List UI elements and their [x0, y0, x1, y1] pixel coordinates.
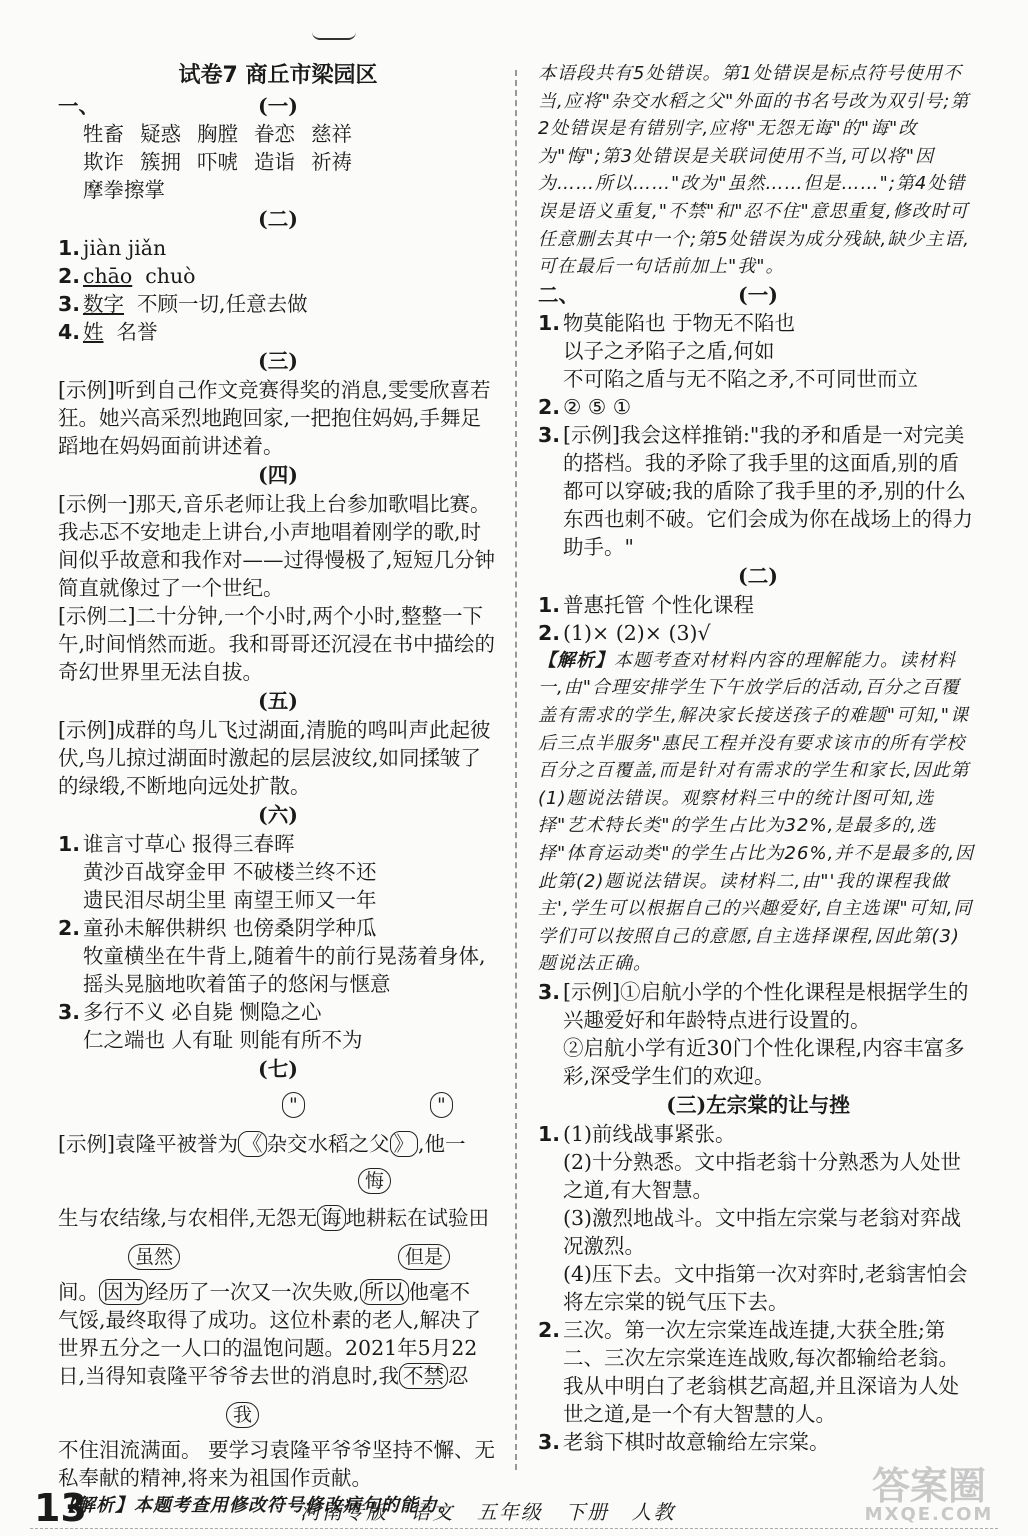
- analysis-note: 【解析】本题考查用修改符号修改病句的能力。: [58, 1495, 457, 1516]
- item-text: 童孙未解供耕织 也傍桑阴学种瓜: [83, 916, 377, 940]
- item-text: [示例]①启航小学的个性化课程是根据学生的兴趣爱好和年龄特点进行设置的。: [563, 979, 969, 1032]
- item-text: 谁言寸草心 报得三春晖: [83, 832, 295, 856]
- edited-sentence-line: 不住泪流满面。 要学习袁隆平爷爷坚持不懈、无: [58, 1438, 496, 1462]
- answer-item: [58, 262, 498, 290]
- word: 吓唬: [197, 150, 238, 174]
- item-text: (1)× (2)× (3)√: [563, 620, 711, 645]
- sentence-text: 他毫不: [408, 1280, 471, 1304]
- answer-item: [58, 318, 498, 346]
- sentence-text: 地耕耘在试验田: [345, 1206, 490, 1230]
- item-number: 2.: [538, 394, 561, 419]
- footer-rule: [30, 1528, 998, 1529]
- sentence-text: ,他一: [418, 1132, 466, 1156]
- item-text: 普惠托管 个性化课程: [563, 592, 755, 617]
- edited-sentence-line: 世界五分之一人口的温饱问题。2021年5月22: [58, 1336, 478, 1360]
- word-row-1: [58, 120, 498, 148]
- edit-bubble: ": [282, 1092, 305, 1118]
- answer-paragraph: [示例]成群的鸟儿飞过湖面,清脆的鸣叫声此起彼伏,鸟儿掠过湖面时激起的层层波纹,如同揉皱了的绿缎,不断地向远处扩散。: [58, 718, 491, 798]
- answer-item: [538, 1120, 978, 1148]
- section-heading: (一): [738, 282, 778, 307]
- sentence-text: 间。: [58, 1280, 99, 1304]
- word: 胸膛: [197, 122, 238, 146]
- item-text: (1)前线战事紧张。: [563, 1121, 736, 1146]
- item-number: 3.: [58, 1000, 81, 1024]
- item-text: 多行不义 必自毙 恻隐之心: [83, 1000, 322, 1024]
- sentence-text: 日,当得知袁隆平爷爷去世的消息时,我: [58, 1364, 400, 1388]
- section-heading: (三)左宗棠的让与挫: [666, 1092, 850, 1117]
- circled-mark: 诲: [317, 1205, 346, 1231]
- edited-sentence-line: [58, 1130, 498, 1158]
- answer-line: 遗民泪尽胡尘里 南望王师又一年: [83, 888, 377, 912]
- item-number: 2.: [58, 264, 81, 288]
- answer-line: 不可陷之盾与无不陷之矛,不可同世而立: [563, 366, 919, 391]
- answer-paragraph: [示例一]那天,音乐老师让我上台参加歌唱比赛。我忐忑不安地走上讲台,小声地唱着刚学的歌,时间似乎故意和我作对——过得慢极了,短短几分钟简直就像过了一个世纪。: [58, 492, 496, 600]
- item-text: 名誉: [116, 320, 158, 344]
- section-heading: (七): [258, 1057, 298, 1081]
- word-row-2: [58, 148, 498, 176]
- edit-bubble: 悔: [358, 1168, 391, 1194]
- answer-item: [58, 234, 498, 262]
- watermark: [854, 1466, 1004, 1530]
- answer-item: [58, 914, 498, 942]
- sentence-text: 生与农结缘,与农相伴,无怨无: [58, 1206, 318, 1230]
- section-heading: (二): [258, 207, 298, 231]
- word: 造诣: [254, 150, 295, 174]
- answer-item: [538, 591, 978, 619]
- edit-mark-row: [58, 1232, 498, 1278]
- part-label: 一、: [58, 94, 99, 118]
- word: 簇拥: [140, 150, 181, 174]
- item-text: chuò: [145, 264, 196, 288]
- edited-sentence-line: 气馁,最终取得了成功。这位朴素的老人,解决了: [58, 1308, 482, 1332]
- item-number: 1.: [58, 832, 81, 856]
- edited-sentence-line: [58, 1204, 498, 1232]
- answer-item: [538, 309, 978, 337]
- answer-line: 牧童横坐在牛背上,随着牛的前行晃荡着身体,摇头晃脑地吹着笛子的悠闲与惬意: [83, 944, 486, 996]
- circled-mark: 》: [390, 1131, 419, 1157]
- answer-item: [58, 830, 498, 858]
- analysis-text: 本题考查对材料内容的理解能力。读材料一,由"合理安排学生下午放学后的活动,百分之百覆盖有需求的学生,解决家长接送孩子的难题"可知,"课后三点半服务"惠民工程并没有要求该市的所有学校百分之百覆盖,而是针对有需求的学生和家长,因此第(1)题说法错误。观察材料三中的统计图可知,选择"艺术特长类"的学生占比为32%,是最多的,选择"体育运动类"的学生占比为26%,并不是最多的,因此第(2)题说法错误。读材料二,由"'我的课程我做主',学生可以根据自己的兴趣爱好,自主选课"可知,同学们可以按照自己的意愿,自主选择课程,因此第(3)题说法正确。: [538, 649, 975, 975]
- watermark-site: MXQE.COM: [864, 1504, 994, 1525]
- answer-item: [538, 393, 978, 421]
- circled-mark: 因为: [99, 1279, 148, 1305]
- circled-mark: 不禁: [399, 1363, 448, 1389]
- item-number: 3.: [58, 292, 81, 316]
- section-heading: (四): [258, 463, 298, 487]
- item-number: 3.: [538, 1429, 561, 1454]
- answer-item: [58, 998, 498, 1026]
- answer-item: [538, 421, 978, 561]
- paper-title: 试卷7 商丘市梁园区: [178, 63, 378, 88]
- underlined-text: 数字: [83, 292, 124, 316]
- item-number: 1.: [538, 592, 561, 617]
- edit-bubble: ": [430, 1092, 453, 1118]
- sentence-text: 经历了一次又一次失败,: [148, 1280, 360, 1304]
- answer-item: [538, 978, 978, 1034]
- analysis-block: [538, 647, 978, 978]
- item-text: 老翁下棋时故意输给左宗棠。: [563, 1429, 830, 1454]
- item-number: 2.: [58, 916, 81, 940]
- item-number: 1.: [58, 236, 81, 260]
- word: 疑惑: [140, 122, 181, 146]
- watermark-text: 答案圈: [871, 1464, 986, 1508]
- item-text: 三次。第一次左宗棠连战连捷,大获全胜;第二、三次左宗棠连连战败,每次都输给老翁。我从中明白了老翁棋艺高超,并且深谙为人处世之道,是一个有大智慧的人。: [563, 1317, 960, 1426]
- answer-line: (2)十分熟悉。文中指老翁十分熟悉为人处世之道,有大智慧。: [563, 1149, 962, 1202]
- sentence-text: 忍: [448, 1364, 469, 1388]
- word: 牲畜: [83, 122, 124, 146]
- footer-text: 河南专版 语文 五年级 下册 人教: [300, 1500, 676, 1524]
- section-heading: (三): [258, 349, 298, 373]
- section-heading: (六): [258, 803, 298, 827]
- underlined-text: 姓: [83, 320, 104, 344]
- item-text: jiàn jiǎn: [83, 236, 167, 260]
- section-heading: (一): [258, 94, 298, 118]
- item-number: 1.: [538, 310, 561, 335]
- edit-bubble: 虽然: [128, 1244, 180, 1270]
- edit-mark-row: [58, 1390, 498, 1436]
- answer-line: (4)压下去。文中指第一次对弈时,老翁害怕会将左宗棠的锐气压下去。: [563, 1261, 968, 1314]
- answer-line: 以子之矛陷子之盾,何如: [563, 338, 775, 363]
- word: 慈祥: [311, 122, 352, 146]
- edit-bubble: 我: [226, 1402, 259, 1428]
- part-label: 二、: [538, 282, 579, 307]
- answer-paragraph: [示例二]二十分钟,一个小时,两个小时,整整一下午,时间悄然而逝。我和哥哥还沉浸在书中描绘的奇幻世界里无法自拔。: [58, 604, 496, 684]
- word: 祈祷: [311, 150, 352, 174]
- item-number: 2.: [538, 620, 561, 645]
- edit-bubble: 但是: [398, 1244, 450, 1270]
- circled-mark: 《: [238, 1131, 267, 1157]
- page-number: 13: [34, 1486, 87, 1530]
- left-column: [58, 60, 498, 1520]
- answer-line: 黄沙百战穿金甲 不破楼兰终不还: [83, 860, 377, 884]
- answer-item: [538, 1316, 978, 1428]
- analysis-text: 本语段共有5处错误。第1处错误是标点符号使用不当,应将"杂交水稻之父"外面的书名号改为双引号;第2处错误是有错别字,应将"无怨无诲"的"诲"改为"悔";第3处错误是关联词使用不当,可以将"因为……所以……"改为"虽然……但是……";第4处错误是语义重复,"不禁"和"忍不住"意思重复,修改时可任意删去其中一个;第5处错误为成分残缺,缺少主语,可在最后一句话前加上"我"。: [538, 63, 970, 278]
- top-mark: [312, 32, 356, 40]
- right-column: [538, 60, 978, 1456]
- part-two-header: [538, 281, 978, 309]
- item-text: 物莫能陷也 于物无不陷也: [563, 310, 796, 335]
- item-number: 1.: [538, 1121, 561, 1146]
- edit-mark-row: [58, 1084, 498, 1130]
- section-heading: (五): [258, 689, 298, 713]
- item-text: 不顾一切,任意去做: [137, 292, 308, 316]
- item-number: 3.: [538, 979, 561, 1004]
- circled-mark: 所以: [360, 1279, 409, 1305]
- sentence-text: 杂交水稻之父: [266, 1132, 390, 1156]
- analysis-label: 【解析】: [538, 649, 614, 671]
- answer-line: ②启航小学有近30门个性化课程,内容丰富多彩,深受学生们的欢迎。: [563, 1035, 965, 1088]
- underlined-text: chāo: [83, 264, 133, 288]
- item-number: 3.: [538, 422, 561, 447]
- column-divider: [515, 70, 517, 1470]
- edited-sentence-line: 私奉献的精神,将来为祖国作贡献。: [58, 1466, 373, 1490]
- word: 眷恋: [254, 122, 295, 146]
- answer-paragraph: [示例]听到自己作文竞赛得奖的消息,雯雯欣喜若狂。她兴高采烈地跑回家,一把抱住妈妈,手舞足蹈地在妈妈面前讲述着。: [58, 378, 491, 458]
- answer-line: 仁之端也 人有耻 则能有所不为: [83, 1028, 363, 1052]
- edited-sentence-line: [58, 1278, 498, 1306]
- item-number: 4.: [58, 320, 81, 344]
- item-text: ② ⑤ ①: [563, 394, 632, 419]
- section-heading: (二): [738, 563, 778, 588]
- part-one-header: [58, 92, 498, 120]
- sentence-text: [示例]袁隆平被誉为: [58, 1132, 238, 1156]
- answer-item: [58, 290, 498, 318]
- edited-sentence-line: [58, 1362, 498, 1390]
- item-text: [示例]我会这样推销:"我的矛和盾是一对完美的搭档。我的矛除了我手里的这面盾,别的盾都可以穿破;我的盾除了我手里的矛,别的什么东西也刺不破。它们会成为你在战场上的得力助手。": [563, 422, 973, 559]
- answer-line: (3)激烈地战斗。文中指左宗棠与老翁对弈战况激烈。: [563, 1205, 962, 1258]
- edit-mark-row: [58, 1158, 498, 1204]
- item-number: 2.: [538, 1317, 561, 1342]
- word-row-3: 摩拳擦掌: [83, 178, 165, 202]
- word: 欺诈: [83, 150, 124, 174]
- answer-item: [538, 1428, 978, 1456]
- answer-item: [538, 619, 978, 647]
